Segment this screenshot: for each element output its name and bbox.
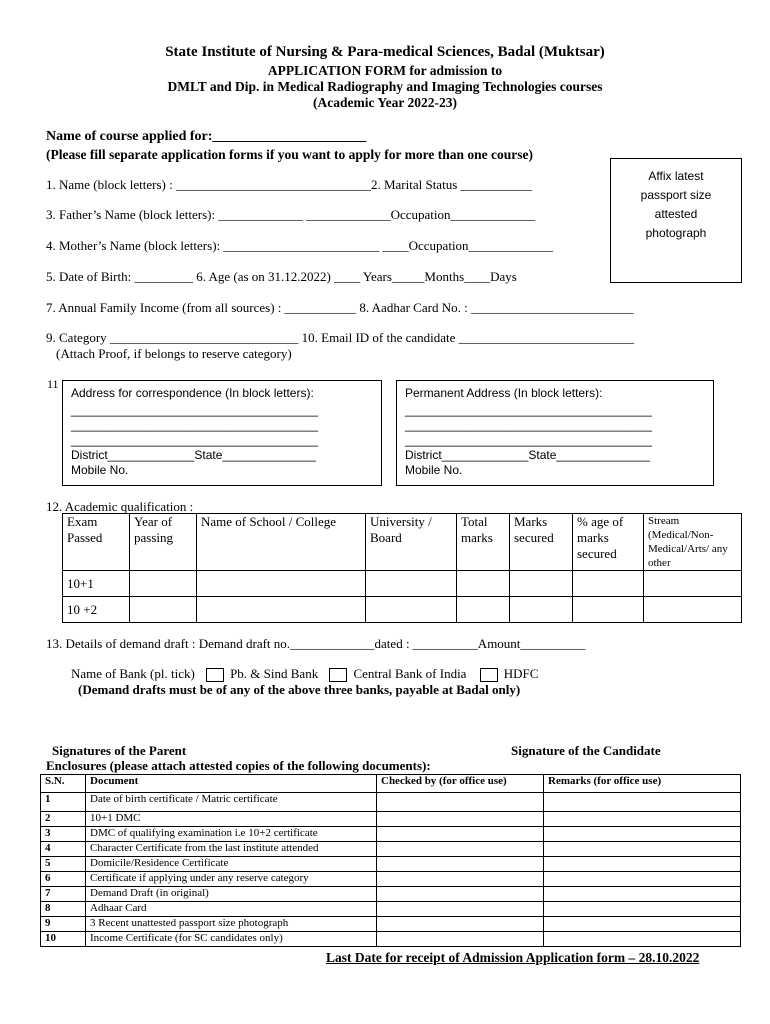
table-row — [41, 932, 741, 947]
academic-label: 12. Academic qualification : — [46, 499, 194, 514]
bank-option-pb-sind: Pb. & Sind Bank — [230, 666, 319, 681]
table-row — [63, 571, 742, 597]
institute-name: State Institute of Nursing & Para-medical Sciences, Badal (Muktsar) — [165, 44, 605, 60]
table-row — [41, 887, 741, 902]
sn-cell: 2 — [41, 812, 86, 827]
document-cell: Certificate if applying under any reserve category — [86, 872, 377, 887]
table-row — [41, 902, 741, 917]
demand-draft-field[interactable]: 13. Details of demand draft : Demand draft no._____________dated : __________Amount__________ — [46, 636, 586, 651]
academic-header-cell: Name of School / College — [197, 514, 366, 571]
sn-cell: 5 — [41, 857, 86, 872]
checked-cell[interactable] — [377, 827, 544, 842]
table-cell[interactable] — [644, 597, 742, 623]
category-note: (Attach Proof, if belongs to reserve category) — [56, 346, 292, 361]
remarks-cell[interactable] — [544, 902, 741, 917]
checked-cell[interactable] — [377, 872, 544, 887]
table-cell[interactable] — [573, 597, 644, 623]
academic-header-row — [63, 514, 742, 571]
father-name-field[interactable]: 3. Father’s Name (block letters): _____________ _____________Occupation_____________ — [46, 207, 535, 222]
table-cell[interactable] — [197, 571, 366, 597]
correspondence-address-box[interactable] — [62, 380, 382, 486]
remarks-cell[interactable] — [544, 917, 741, 932]
corr-address-line[interactable]: _____________________________________ — [71, 418, 318, 432]
document-cell: Date of birth certificate / Matric certificate — [86, 793, 377, 812]
perm-address-line[interactable]: _____________________________________ — [405, 433, 652, 447]
bank-label: Name of Bank (pl. tick) — [71, 666, 195, 681]
sn-cell: 6 — [41, 872, 86, 887]
corr-address-line[interactable]: _____________________________________ — [71, 403, 318, 417]
perm-district-state[interactable]: District_____________State______________ — [405, 448, 650, 462]
checked-cell[interactable] — [377, 887, 544, 902]
sn-cell: 9 — [41, 917, 86, 932]
checked-cell[interactable] — [377, 902, 544, 917]
bank-option-hdfc: HDFC — [503, 666, 539, 681]
sn-cell: 4 — [41, 842, 86, 857]
academic-header-cell: Marks secured — [510, 514, 573, 571]
checked-cell[interactable] — [377, 793, 544, 812]
bank-checkbox-central[interactable] — [329, 668, 347, 682]
course-applied-row — [46, 129, 366, 145]
perm-address-title: Permanent Address (In block letters): — [405, 386, 603, 400]
document-cell: Income Certificate (for SC candidates only) — [86, 932, 377, 947]
sn-cell: 1 — [41, 793, 86, 812]
address-number: 11 — [47, 377, 59, 391]
enclosures-table — [40, 774, 741, 947]
sn-cell: 3 — [41, 827, 86, 842]
sn-cell: 7 — [41, 887, 86, 902]
mother-name-field[interactable]: 4. Mother’s Name (block letters): ________________________ ____Occupation_____________ — [46, 238, 554, 253]
table-cell[interactable] — [197, 597, 366, 623]
table-row — [41, 857, 741, 872]
academic-header-cell: Stream (Medical/Non-Medical/Arts/ any other — [644, 514, 742, 571]
table-cell[interactable] — [130, 571, 197, 597]
document-cell: Domicile/Residence Certificate — [86, 857, 377, 872]
table-row — [63, 597, 742, 623]
perm-address-line[interactable]: _____________________________________ — [405, 403, 652, 417]
remarks-cell[interactable] — [544, 932, 741, 947]
checked-cell[interactable] — [377, 842, 544, 857]
candidate-signature: Signature of the Candidate — [511, 743, 661, 758]
remarks-cell[interactable] — [544, 842, 741, 857]
table-cell[interactable] — [510, 597, 573, 623]
bank-row — [71, 666, 538, 682]
document-cell: Demand Draft (in original) — [86, 887, 377, 902]
document-cell: DMC of qualifying examination i.e 10+2 certificate — [86, 827, 377, 842]
academic-header-cell: % age of marks secured — [573, 514, 644, 571]
remarks-cell[interactable] — [544, 887, 741, 902]
exam-cell: 10+1 — [63, 571, 130, 597]
course-applied-field[interactable]: ______________________ — [212, 129, 367, 144]
photo-box — [610, 158, 742, 283]
photo-line-2: passport size — [640, 188, 712, 202]
corr-mobile[interactable]: Mobile No. — [71, 463, 129, 477]
remarks-cell[interactable] — [544, 812, 741, 827]
perm-address-line[interactable]: _____________________________________ — [405, 418, 652, 432]
table-cell[interactable] — [573, 571, 644, 597]
academic-header-cell: Year of passing — [130, 514, 197, 571]
enclosures-header-row — [41, 775, 741, 793]
document-cell: 10+1 DMC — [86, 812, 377, 827]
course-applied-label: Name of course applied for: — [46, 129, 213, 144]
draft-note: (Demand drafts must be of any of the above three banks, payable at Badal only) — [78, 682, 521, 697]
document-cell: Character Certificate from the last institute attended — [86, 842, 377, 857]
academic-header-cell: Total marks — [457, 514, 510, 571]
parent-signature: Signatures of the Parent — [52, 743, 187, 758]
checked-cell[interactable] — [377, 857, 544, 872]
bank-checkbox-hdfc[interactable] — [480, 668, 498, 682]
bank-option-central: Central Bank of India — [353, 666, 467, 681]
table-cell[interactable] — [366, 571, 457, 597]
checked-cell[interactable] — [377, 917, 544, 932]
course-note: (Please fill separate application forms if you want to apply for more than one course) — [46, 147, 533, 162]
document-cell: Adhaar Card — [86, 902, 377, 917]
checked-cell[interactable] — [377, 812, 544, 827]
income-aadhar-field[interactable]: 7. Annual Family Income (from all sources) : ___________ 8. Aadhar Card No. : _________________________ — [46, 300, 634, 315]
permanent-address-box[interactable] — [396, 380, 714, 486]
courses-title: DMLT and Dip. in Medical Radiography and Imaging Technologies courses — [167, 79, 603, 94]
enclosures-header-cell: S.N. — [41, 775, 86, 793]
checked-cell[interactable] — [377, 932, 544, 947]
remarks-cell[interactable] — [544, 872, 741, 887]
table-row — [41, 917, 741, 932]
document-cell: 3 Recent unattested passport size photograph — [86, 917, 377, 932]
photo-line-1: Affix latest — [648, 169, 704, 183]
table-row — [41, 872, 741, 887]
academic-year: (Academic Year 2022-23) — [313, 95, 457, 110]
remarks-cell[interactable] — [544, 827, 741, 842]
last-date: Last Date for receipt of Admission Application form – 28.10.2022 — [326, 950, 700, 965]
table-cell[interactable] — [366, 597, 457, 623]
table-cell[interactable] — [457, 571, 510, 597]
table-row — [41, 812, 741, 827]
sn-cell: 10 — [41, 932, 86, 947]
enclosures-header-cell: Checked by (for office use) — [377, 775, 544, 793]
table-row — [41, 827, 741, 842]
enclosures-header-cell: Document — [86, 775, 377, 793]
corr-address-line[interactable]: _____________________________________ — [71, 433, 318, 447]
sn-cell: 8 — [41, 902, 86, 917]
table-cell[interactable] — [130, 597, 197, 623]
academic-table — [62, 513, 742, 623]
table-row — [41, 793, 741, 812]
table-cell[interactable] — [510, 571, 573, 597]
enclosures-header-cell: Remarks (for office use) — [544, 775, 741, 793]
form-title: APPLICATION FORM for admission to — [267, 63, 503, 78]
enclosures-title: Enclosures (please attach attested copies of the following documents): — [46, 758, 431, 773]
remarks-cell[interactable] — [544, 793, 741, 812]
photo-line-3: attested — [654, 207, 698, 221]
table-cell[interactable] — [457, 597, 510, 623]
table-cell[interactable] — [644, 571, 742, 597]
academic-header-cell: Exam Passed — [63, 514, 130, 571]
exam-cell: 10 +2 — [63, 597, 130, 623]
corr-address-title: Address for correspondence (In block letters): — [71, 386, 314, 400]
dob-age-field[interactable]: 5. Date of Birth: _________ 6. Age (as on 31.12.2022) ____ Years_____Months____Days — [46, 269, 517, 284]
remarks-cell[interactable] — [544, 857, 741, 872]
corr-district-state[interactable]: District_____________State______________ — [71, 448, 316, 462]
perm-mobile[interactable]: Mobile No. — [405, 463, 463, 477]
academic-header-cell: University / Board — [366, 514, 457, 571]
photo-line-4: photograph — [645, 226, 707, 240]
category-email-field[interactable]: 9. Category _____________________________ 10. Email ID of the candidate ___________________________ — [46, 330, 635, 345]
bank-checkbox-pb-sind[interactable] — [206, 668, 224, 682]
table-row — [41, 842, 741, 857]
name-marital-field[interactable]: 1. Name (block letters) : ______________________________2. Marital Status ___________ — [46, 177, 533, 192]
